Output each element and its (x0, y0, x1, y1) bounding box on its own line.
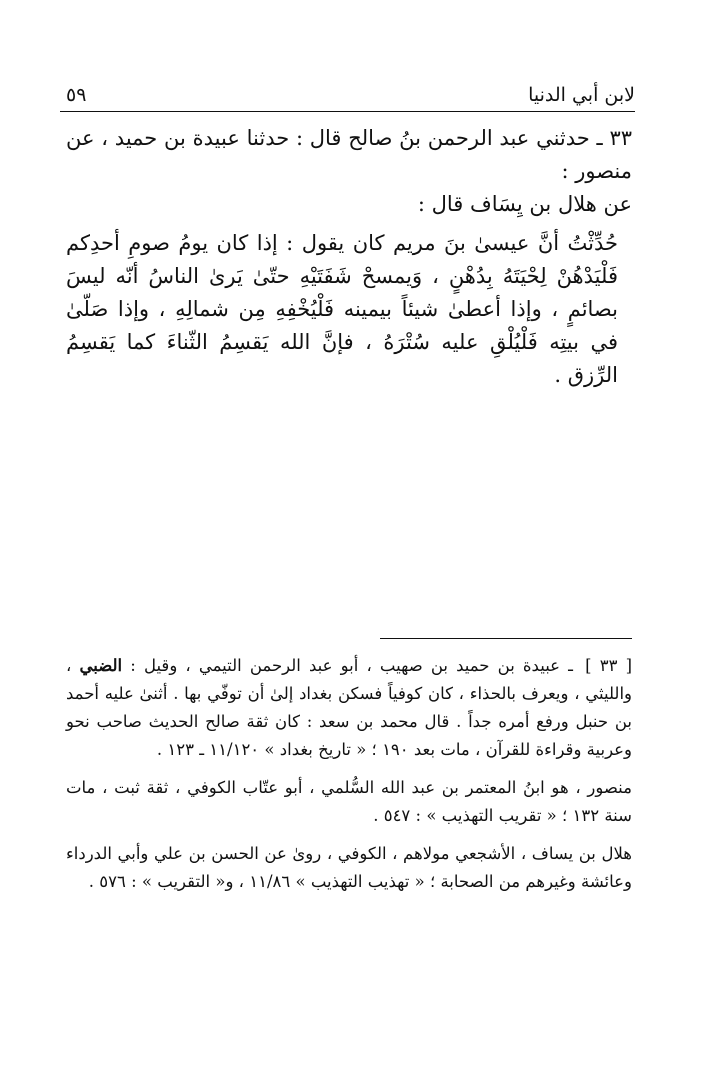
running-title: لابن أبي الدنيا (528, 84, 635, 106)
footnote-1-bold: الضبي (79, 656, 123, 675)
isnad-line-1: ٣٣ ـ حدثني عبد الرحمن بنُ صالح قال : حدثنا عبيدة بن حميد ، عن منصور : (66, 126, 632, 183)
footnote-2: منصور ، هو ابنُ المعتمر بن عبد الله السُّلمي ، أبو عتّاب الكوفي ، ثقة ثبت ، مات سنة ١٣٢ ؛ « تقريب التهذيب » : ٥٤٧ . (66, 778, 632, 825)
page-header (60, 80, 635, 110)
page-number: ٥٩ (66, 84, 87, 106)
footnote-marker: [ ٣٣ ] (585, 656, 633, 675)
footnote-1-rest: ، والليثي ، ويعرف بالحذاء ، كان كوفياً فسكن بغداد إلىٰ أن توفّي بها . أثنىٰ عليه أحمد بن حنبل ورفع أمره جداً . قال محمد بن سعد : كان ثقة صالح الحديث صاحب نحو وعربية وقراءة للقرآن ، مات بعد ١٩٠ ؛ « تاريخ بغداد » ١١/١٢٠ ـ ١٢٣ . (66, 656, 632, 759)
footnote-1-start: ـ عبيدة بن حميد بن صهيب ، أبو عبد الرحمن التيمي ، وقيل : (130, 656, 573, 675)
footnote-3: هلال بن يساف ، الأشجعي مولاهم ، الكوفي ، روىٰ عن الحسن بن علي وأبي الدرداء وعائشة وغيرهم من الصحابة ؛ « تهذيب التهذيب » ١١/٨٦ ، و« التقريب » : ٥٧٦ . (66, 844, 632, 891)
footnote-rule (380, 638, 632, 639)
footnotes (66, 652, 632, 906)
narration-text: حُدِّثْتُ أنَّ عيسىٰ بنَ مريم كان يقول : إذا كان يومُ صومِ أحدِكم فَلْيَدْهُنْ لِحْيَتَهُ بِدُهْنٍ ، وَيمسحْ شَفَتَيْهِ حتّىٰ يَرىٰ الناسُ أنّه ليسَ بصائمٍ ، وإذا أعطىٰ شيئاً بيمينه فَلْيُخْفِهِ مِن شمالِهِ ، وإذا صَلّىٰ في بيتِه فَلْيُلْقِ عليه سُتْرَهُ ، فإنَّ الله يَقسِمُ الثّناءَ كما يَقسِمُ الرِّزق . (66, 231, 618, 387)
main-text (66, 122, 632, 392)
isnad-line-2: عن هلال بن يِسَاف قال : (417, 192, 632, 216)
footnote-1 (66, 652, 632, 764)
header-rule (60, 111, 635, 112)
